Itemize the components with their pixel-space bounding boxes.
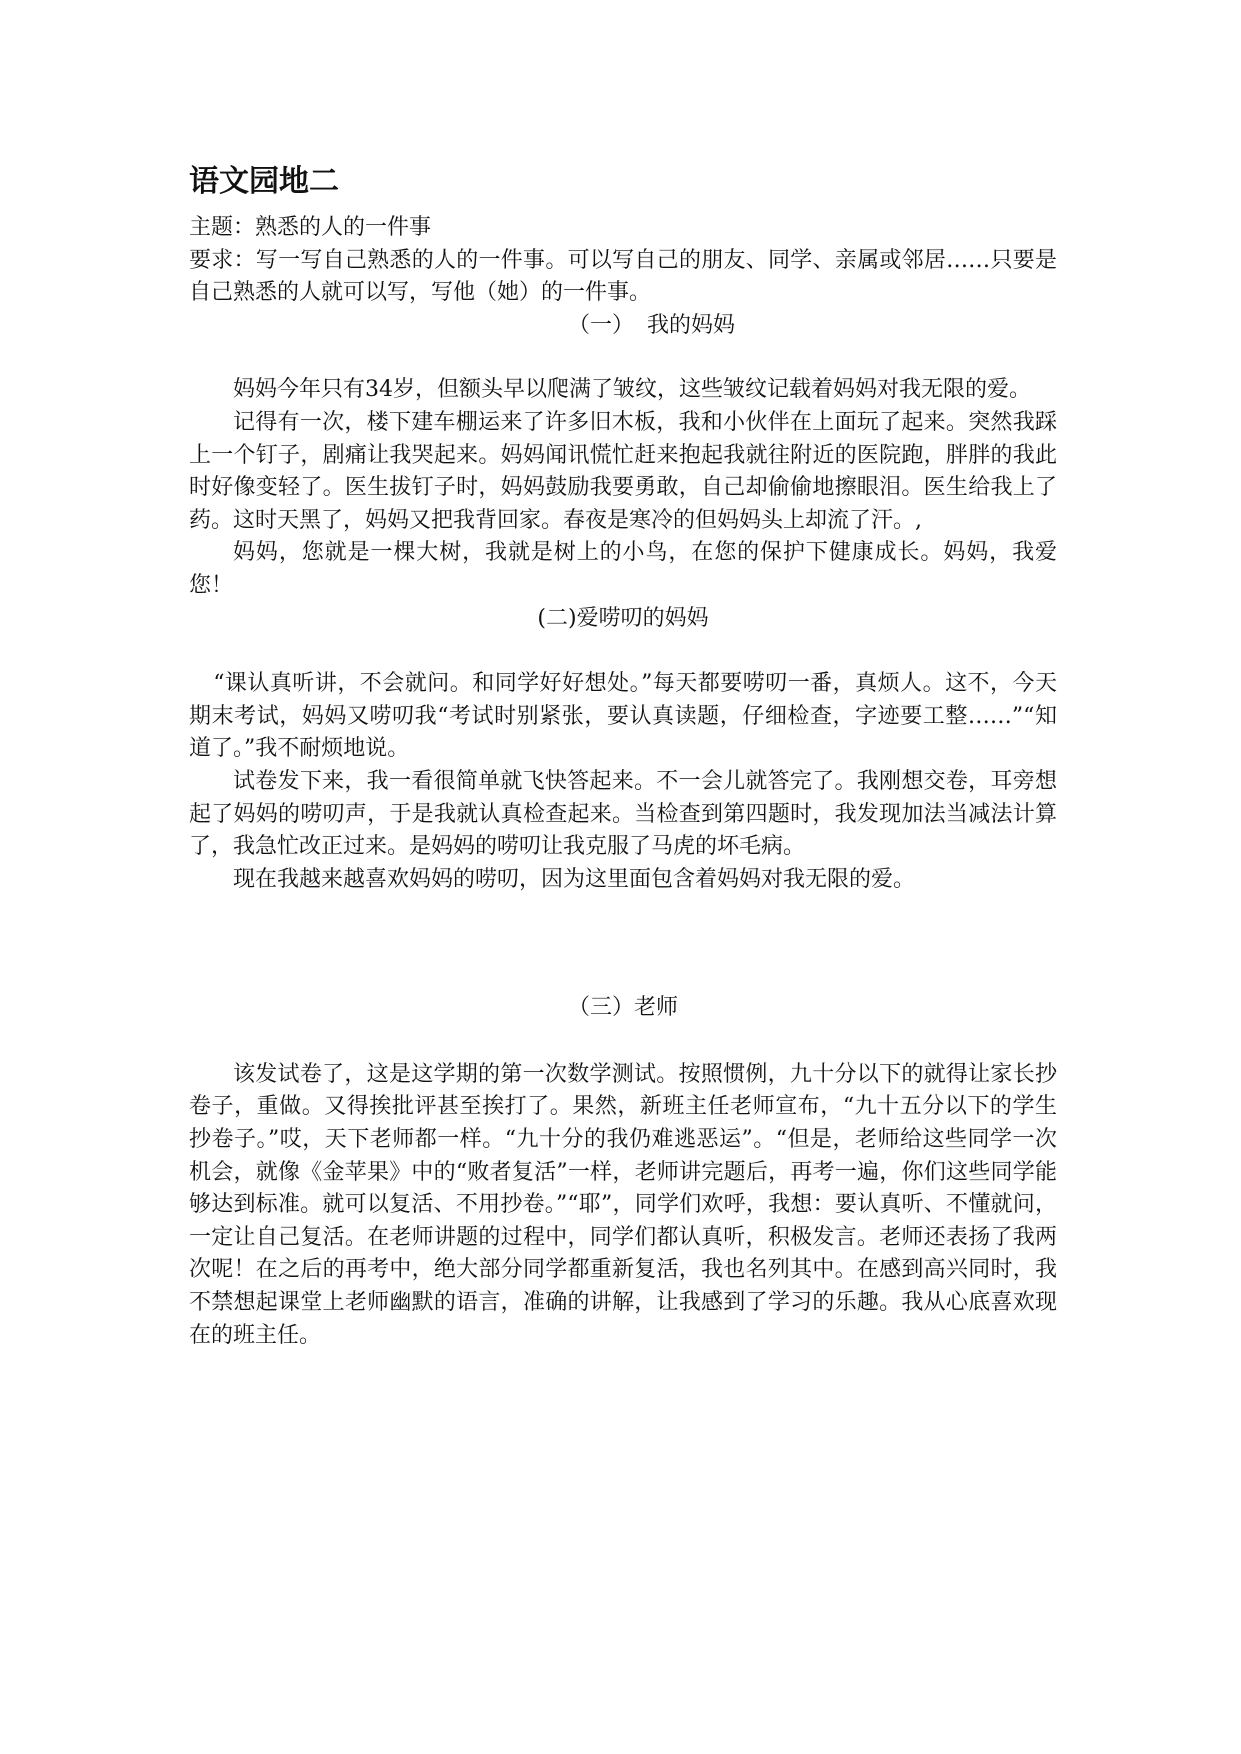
section-3-paragraph-1: 该发试卷了，这是这学期的第一次数学测试。按照惯例，九十分以下的就得让家长抄卷子，重做。又得挨批评甚至挨打了。果然，新班主任老师宣布，“九十五分以下的学生抄卷子。”哎，天下老师都一样。“九十分的我仍难逃恶运”。“但是，老师给这些同学一次机会，就像《金苹果》中的“败者复活”一样，老师讲完题后，再考一遍，你们这些同学能够达到标准。就可以复活、不用抄卷。”“耶”，同学们欢呼，我想：要认真听、不懂就问，一定让自己复活。在老师讲题的过程中，同学们都认真听，积极发言。老师还表扬了我两次呢！在之后的再考中，绝大部分同学都重新复活，我也名列其中。在感到高兴同时，我不禁想起课堂上老师幽默的语言，准确的讲解，让我感到了学习的乐趣。我从心底喜欢现在的班主任。 xyxy=(189,1061,1057,1348)
section-1-paragraph-2: 记得有一次，楼下建车棚运来了许多旧木板，我和小伙伴在上面玩了起来。突然我踩上一个钉子，剧痛让我哭起来。妈妈闻讯慌忙赶来抱起我就往附近的医院跑，胖胖的我此时好像变轻了。医生拔钉子时，妈妈鼓励我要勇敢，自己却偷偷地擦眼泪。医生给我上了药。这时天黑了，妈妈又把我背回家。春夜是寒冷的但妈妈头上却流了汗。, xyxy=(189,409,1057,533)
document-page xyxy=(189,158,1057,1352)
spacer xyxy=(189,1025,1057,1059)
section-1-title: 我的妈妈 xyxy=(646,312,735,338)
section-1-heading xyxy=(233,310,1057,343)
section-1-paragraph-1: 妈妈今年只有34岁，但额头早以爬满了皱纹，这些皱纹记载着妈妈对我无限的爱。 xyxy=(233,377,1031,403)
section-1-number: （一） xyxy=(567,312,634,338)
section-2-paragraph-1: “课认真听讲，不会就问。和同学好好想处。”每天都要唠叨一番，真烦人。这不，今天期末考试，妈妈又唠叨我“考试时别紧张，要认真读题，仔细检查，字迹要工整……”“知道了。”我不耐烦地说。 xyxy=(189,671,1057,762)
spacer xyxy=(189,635,1057,668)
section-1-paragraph-3: 妈妈，您就是一棵大树，我就是树上的小鸟，在您的保护下健康成长。妈妈，我爱您！ xyxy=(189,540,1057,598)
spacer xyxy=(189,342,1057,374)
spacer xyxy=(189,896,1057,992)
section-2-paragraph-2: 试卷发下来，我一看很简单就飞快答起来。不一会儿就答完了。我刚想交卷，耳旁想起了妈妈的唠叨声，于是我就认真检查起来。当检查到第四题时，我发现加法当减法计算了，我急忙改正过来。是妈妈的唠叨让我克服了马虎的坏毛病。 xyxy=(189,768,1057,860)
document-title: 语文园地二 xyxy=(189,164,339,199)
section-2-heading: (二)爱唠叨的妈妈 xyxy=(537,605,709,631)
theme-line: 主题：熟悉的人的一件事 xyxy=(189,215,432,240)
requirement-line: 要求：写一写自己熟悉的人的一件事。可以写自己的朋友、同学、亲属或邻居……只要是自己熟悉的人就可以写，写他（她）的一件事。 xyxy=(189,247,1057,306)
section-2-paragraph-3: 现在我越来越喜欢妈妈的唠叨，因为这里面包含着妈妈对我无限的爱。 xyxy=(233,866,916,892)
section-3-heading: （三）老师 xyxy=(567,995,678,1021)
